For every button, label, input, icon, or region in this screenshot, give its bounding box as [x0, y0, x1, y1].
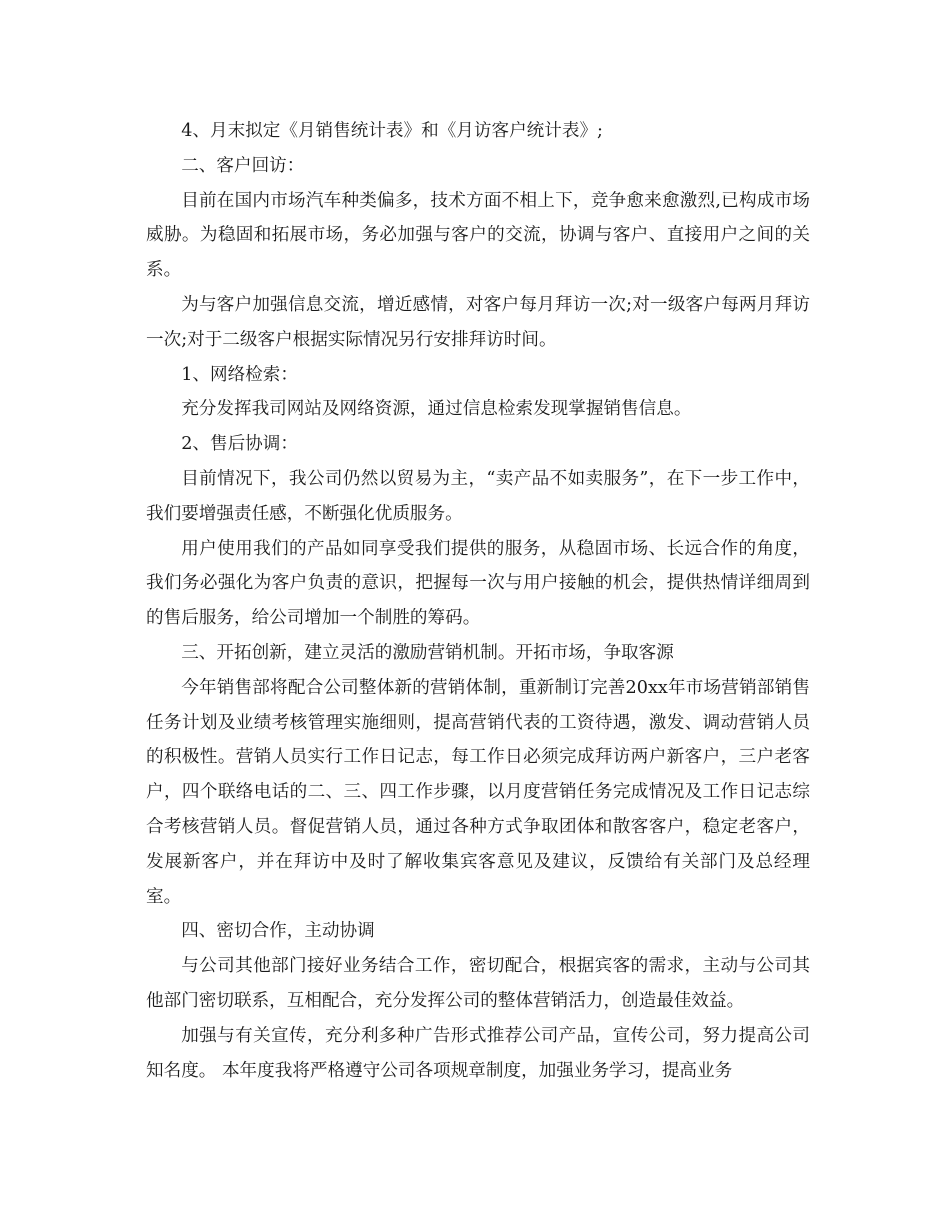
paragraph-2: 二、客户回访： [181, 155, 305, 176]
paragraph-4: 为与客户加强信息交流，增近感情，对客户每月拜访一次;对一级客户每两月拜访一次;对于二级客户根据实际情况另行安排拜访时间。 [146, 294, 810, 350]
paragraph-5: 1、网络检索： [181, 364, 298, 385]
paragraph-12: 四、密切合作，主动协调 [181, 921, 375, 942]
paragraph-8: 目前情况下，我公司仍然以贸易为主，“卖产品不如卖服务”，在下一步工作中，我们要增强责任感，不断强化优质服务。 [146, 468, 810, 524]
paragraph-9: 用户使用我们的产品如同享受我们提供的服务，从稳固市场、长远合作的角度，我们务必强化为客户负责的意识，把握每一次与用户接触的机会，提供热情详细周到的售后服务，给公司增加一个制胜的筹码。 [146, 538, 810, 629]
paragraph-7: 2、售后协调： [181, 434, 298, 455]
paragraph-11: 今年销售部将配合公司整体新的营销体制，重新制订完善20xx年市场营销部销售任务计划及业绩考核管理实施细则，提高营销代表的工资待遇，激发、调动营销人员的积极性。营销人员实行工作日记志，每工作日必须完成拜访两户新客户，三户老客户，四个联络电话的二、三、四工作步骤，以月度营销任务完成情况及工作日记志综合考核营销人员。督促营销人员，通过各种方式争取团体和散客客户，稳定老客户，发展新客户，并在拜访中及时了解收集宾客意见及建议，反馈给有关部门及总经理室。 [146, 677, 810, 907]
document-body [146, 114, 810, 1088]
paragraph-14: 加强与有关宣传，充分利多种广告形式推荐公司产品，宣传公司，努力提高公司知名度。 本年度我将严格遵守公司各项规章制度，加强业务学习，提高业务 [146, 1025, 810, 1081]
paragraph-10: 三、开拓创新，建立灵活的激励营销机制。开拓市场，争取客源 [181, 642, 674, 663]
paragraph-6: 充分发挥我司网站及网络资源，通过信息检索发现掌握销售信息。 [181, 399, 692, 420]
paragraph-13: 与公司其他部门接好业务结合工作，密切配合，根据宾客的需求，主动与公司其他部门密切联系，互相配合，充分发挥公司的整体营销活力，创造最佳效益。 [146, 956, 810, 1011]
paragraph-3: 目前在国内市场汽车种类偏多，技术方面不相上下，竞争愈来愈激烈,已构成市场威胁。为稳固和拓展市场，务必加强与客户的交流，协调与客户、直接用户之间的关系。 [146, 190, 810, 281]
paragraph-1: 4、月末拟定《月销售统计表》和《月访客户统计表》; [181, 121, 603, 141]
